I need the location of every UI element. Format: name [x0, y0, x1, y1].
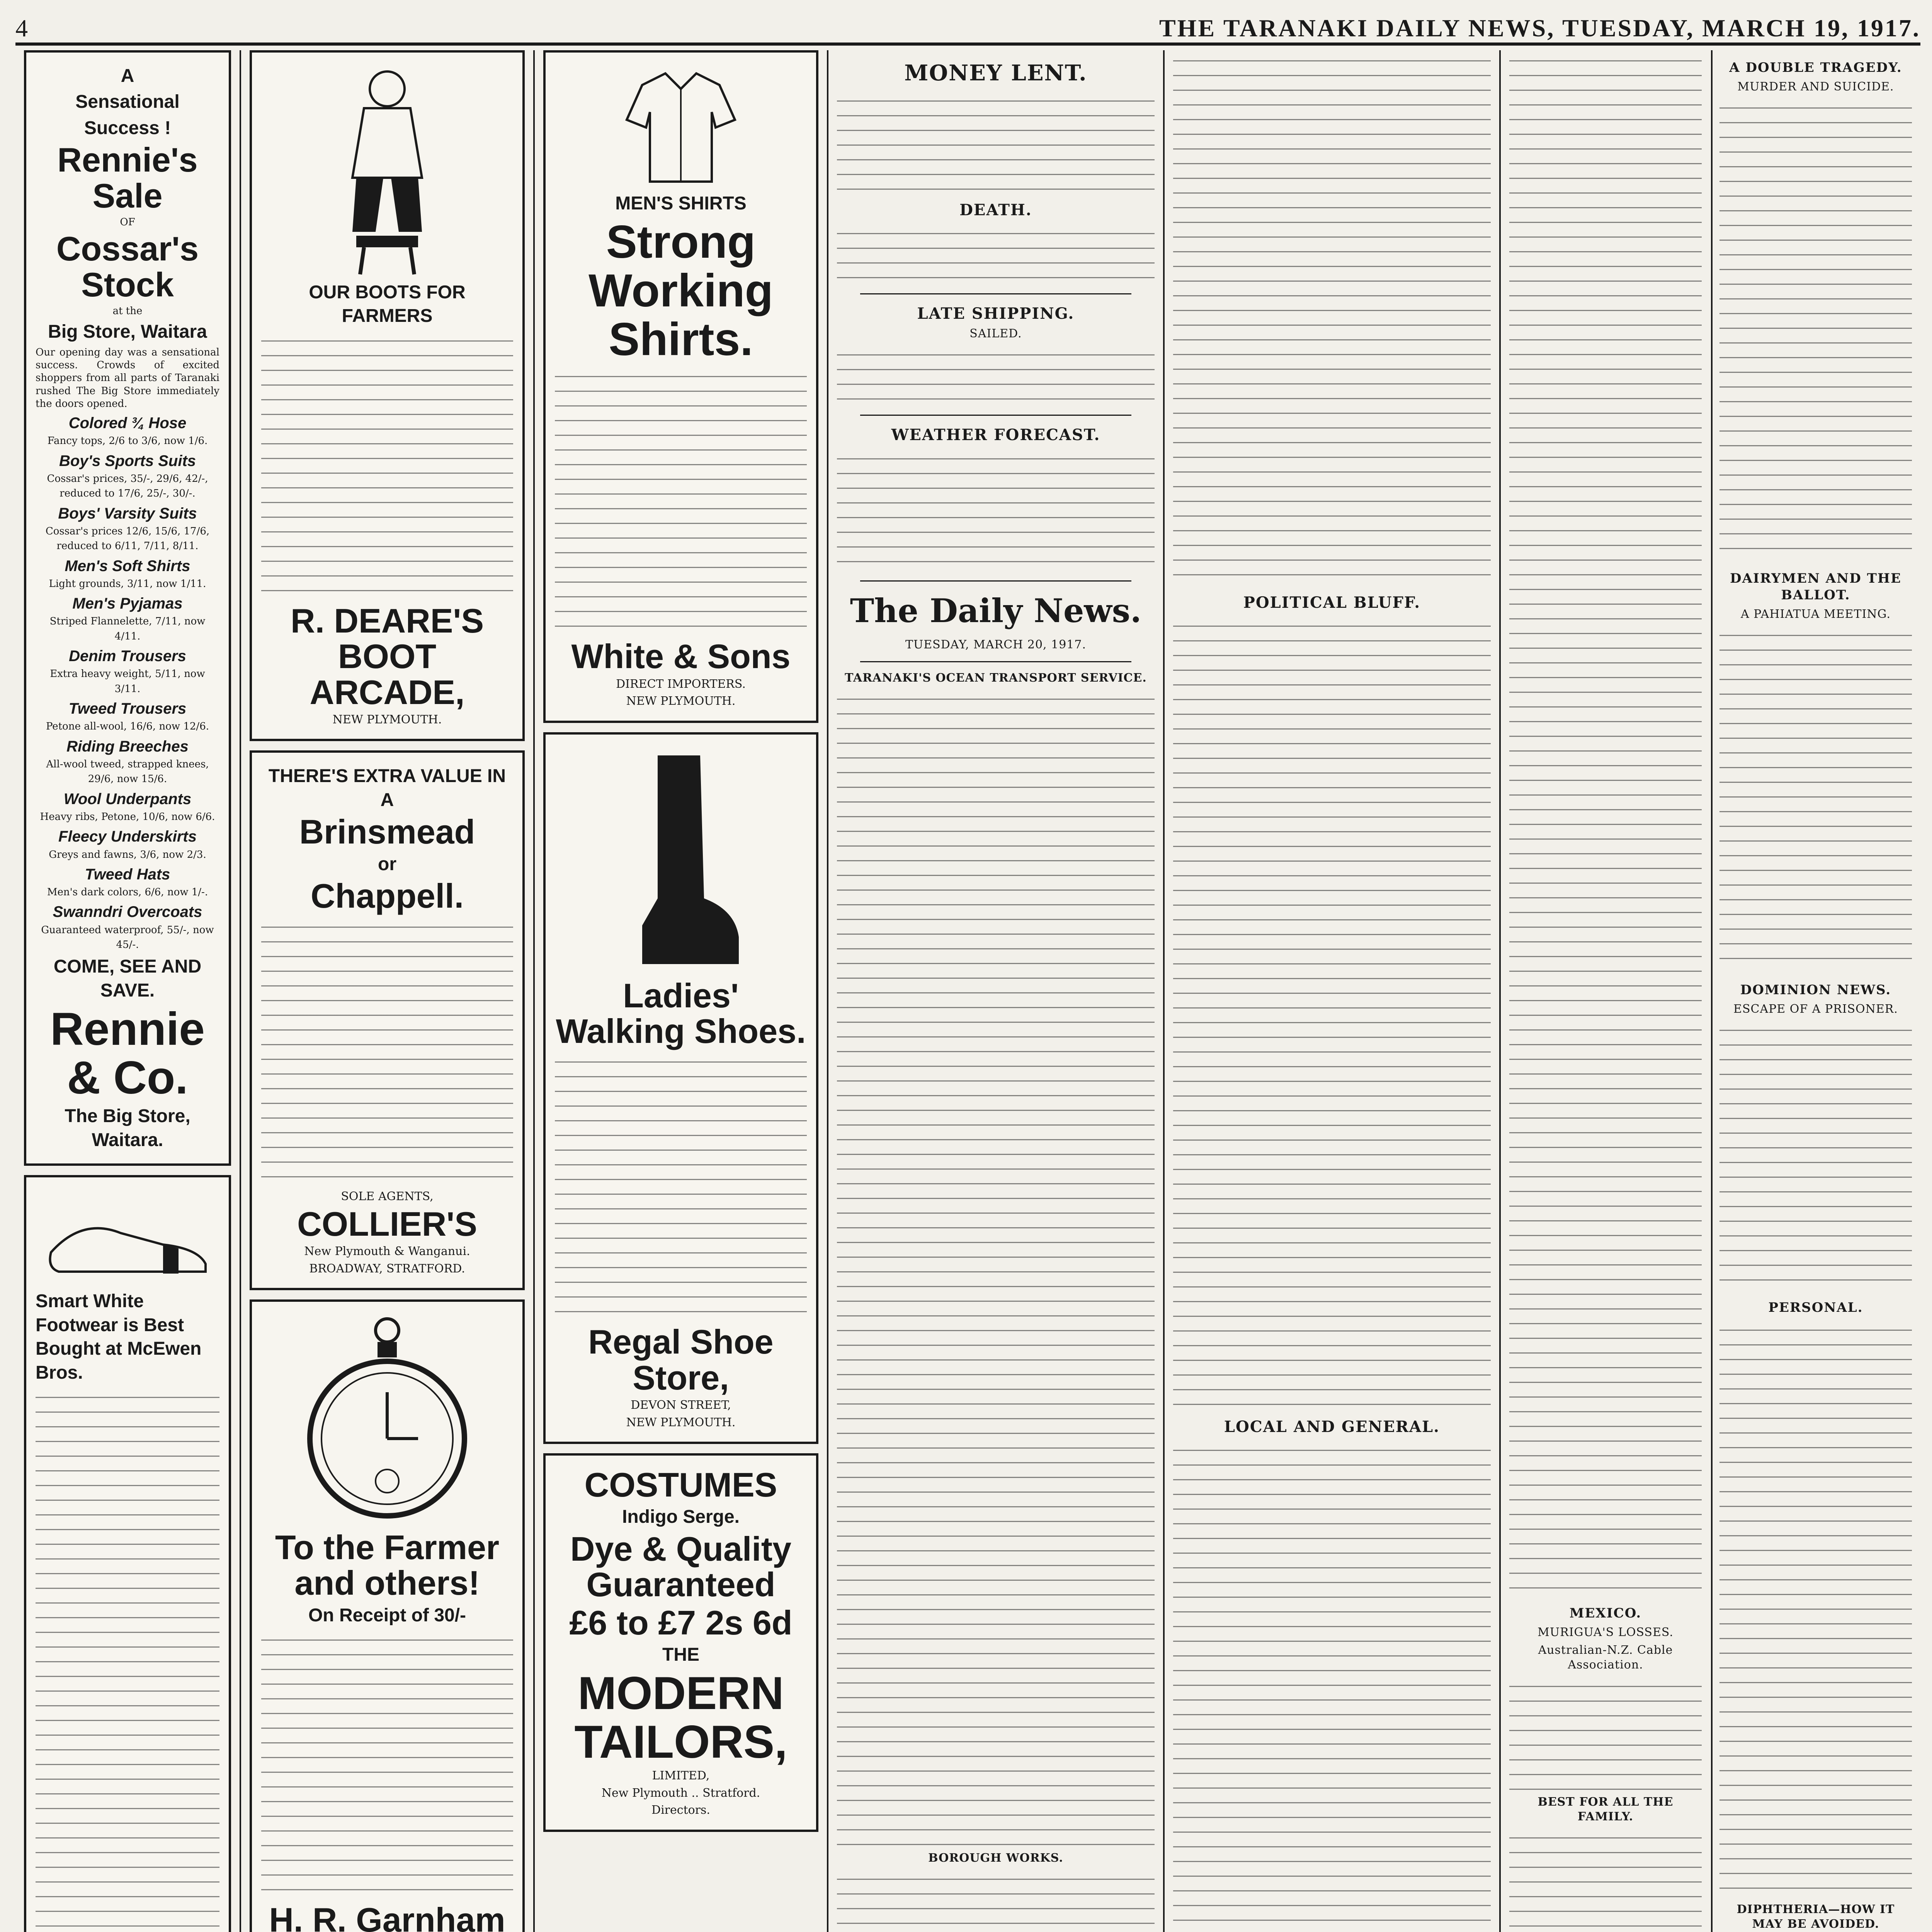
deare-ad: [250, 50, 525, 741]
tailors-heading-2: Indigo Serge.: [622, 1507, 740, 1527]
rennie-item: [36, 413, 219, 448]
best-body: [1509, 1827, 1702, 1932]
regal-brand: Regal Shoe Store,: [588, 1323, 774, 1397]
rennie-item: [36, 699, 219, 734]
borough-body: [837, 1869, 1155, 1932]
muriguas-heading: MURIGUA'S LOSSES.: [1537, 1625, 1673, 1639]
escape-heading: ESCAPE OF A PRISONER.: [1733, 1002, 1898, 1016]
shoe-illustration: [36, 1187, 221, 1287]
diphtheria-heading: DIPHTHERIA—HOW IT MAY BE AVOIDED.: [1736, 1902, 1895, 1931]
column-6-right: [1711, 50, 1912, 1932]
money-lent-body: [837, 90, 1155, 191]
political-body: [1173, 616, 1491, 1408]
rennie-item-desc: Cossar's prices 12/6, 15/6, 17/6, reduced to 6/11, 7/11, 8/11.: [45, 525, 210, 552]
rennie-item-name: Swanndri Overcoats: [53, 903, 202, 921]
rennie-of: OF: [120, 216, 135, 228]
rennie-line-3: Success !: [84, 117, 171, 138]
shirt-illustration: [619, 62, 743, 189]
money-lent-heading: MONEY LENT.: [904, 60, 1087, 86]
column-6-split: [1509, 50, 1912, 1932]
rennie-item: [36, 789, 219, 824]
murder-heading: MURDER AND SUICIDE.: [1737, 80, 1894, 94]
rennie-item: [36, 865, 219, 900]
farmer-illustration: [310, 62, 464, 278]
weather-heading: WEATHER FORECAST.: [891, 426, 1100, 444]
deare-brand: R. DEARE'S BOOT ARCADE,: [290, 601, 484, 711]
political-heading: POLITICAL BLUFF.: [1243, 594, 1421, 612]
rennie-brand: Rennie & Co.: [50, 1003, 205, 1104]
rennie-item: [36, 902, 219, 952]
rennie-item-desc: Striped Flannelette, 7/11, now 4/11.: [49, 616, 206, 642]
mcewen-body-text: [36, 1387, 219, 1932]
boot-illustration: [611, 744, 750, 976]
mexico-body: [1509, 1676, 1702, 1792]
rennie-item-desc: All-wool tweed, strapped knees, 29/6, now 15/6.: [46, 758, 209, 785]
rennie-store: Big Store, Waitara: [48, 321, 207, 342]
deare-heading: OUR BOOTS FOR FARMERS: [309, 282, 466, 327]
rennie-cta: COME, SEE AND SAVE.: [53, 956, 202, 1001]
rennie-stock: Cossar's Stock: [56, 230, 199, 304]
garnham-name: H. R. Garnham: [269, 1901, 505, 1932]
rennie-item-name: Riding Breeches: [66, 738, 189, 755]
garnham-heading: To the Farmer and others!: [275, 1528, 500, 1602]
rennie-item-name: Men's Pyjamas: [72, 595, 183, 612]
collier-agents: SOLE AGENTS,: [341, 1189, 434, 1203]
whitesons-heading: Strong Working Shirts.: [588, 216, 773, 366]
rennie-item-name: Men's Soft Shirts: [65, 557, 190, 575]
deare-place: NEW PLYMOUTH.: [332, 713, 442, 727]
rule: [860, 661, 1131, 662]
rennie-item: [36, 504, 219, 553]
editorial-body: [837, 689, 1155, 1848]
mcewen-headline: Smart White Footwear is Best Bought at McEwen Bros.: [36, 1291, 202, 1383]
paper-title: The Daily News.: [850, 591, 1142, 630]
garnham-ad: [250, 1299, 525, 1932]
double-heading: A DOUBLE TRAGEDY.: [1729, 60, 1902, 75]
collier-body-text: [261, 917, 513, 1187]
rennie-item-name: Wool Underpants: [63, 790, 192, 808]
shipping-body: [837, 344, 1155, 406]
best-heading: BEST FOR ALL THE FAMILY.: [1537, 1795, 1673, 1824]
rennie-item-desc: Extra heavy weight, 5/11, now 3/11.: [50, 668, 205, 695]
column-6-left: [1509, 50, 1702, 1932]
column-6: [1499, 50, 1920, 1932]
column-2: [240, 50, 533, 1932]
tailors-place: New Plymouth .. Stratford.: [601, 1786, 760, 1800]
regal-ad: [543, 732, 818, 1444]
rennie-item-name: Tweed Trousers: [68, 700, 187, 718]
rennie-item-desc: Light grounds, 3/11, now 1/11.: [49, 578, 206, 590]
rennie-item-name: Boys' Varsity Suits: [58, 505, 197, 522]
column-1: [15, 50, 240, 1932]
regal-place: NEW PLYMOUTH.: [626, 1415, 736, 1429]
collier-brand-1: Brinsmead: [299, 813, 475, 851]
regal-body-text: [555, 1051, 807, 1322]
mcewen-ad: [24, 1175, 231, 1932]
rennie-item: [36, 827, 219, 862]
rennie-intro: Our opening day was a sensational success. Crowds of excited shoppers from all parts of Taranaki rushed The Big Store immediately the doors opened.: [36, 346, 219, 410]
death-heading: DEATH.: [959, 201, 1032, 219]
collier-or: or: [378, 854, 396, 874]
collier-intro: THERE'S EXTRA VALUE IN A: [268, 766, 506, 810]
rennie-items: [36, 413, 219, 952]
column-3: [533, 50, 827, 1932]
weather-body: [837, 448, 1155, 572]
rennie-headline: Rennie's Sale: [57, 141, 198, 215]
collier-place: New Plymouth & Wanganui.: [304, 1245, 470, 1259]
tailors-heading-1: COSTUMES: [584, 1465, 777, 1504]
pahiatua-heading: A PAHIATUA MEETING.: [1741, 607, 1891, 621]
death-body: [837, 223, 1155, 285]
rennie-item-desc: Men's dark colors, 6/6, now 1/-.: [47, 886, 208, 898]
garnham-body-text: [261, 1629, 513, 1900]
collier-brand-2: Chappell.: [310, 877, 464, 915]
local-body: [1173, 1440, 1491, 1932]
regal-heading: Ladies' Walking Shoes.: [556, 976, 806, 1050]
rennie-item: [36, 594, 219, 643]
rule: [860, 293, 1131, 294]
dairymen-body: [1719, 625, 1912, 973]
dairymen-heading: DAIRYMEN AND THE BALLOT.: [1730, 570, 1901, 603]
column-4: [827, 50, 1163, 1932]
personal-body: [1719, 1320, 1912, 1899]
whitesons-place: NEW PLYMOUTH.: [626, 694, 736, 708]
whitesons-sub: DIRECT IMPORTERS.: [616, 677, 746, 691]
rennie-item-name: Fleecy Underskirts: [58, 828, 197, 845]
column-6-left-body: [1509, 50, 1702, 1596]
masthead-title: THE TARANAKI DAILY NEWS, TUESDAY, MARCH 19, 1917.: [1159, 14, 1920, 42]
paper-date: TUESDAY, MARCH 20, 1917.: [905, 638, 1086, 652]
rennie-item: [36, 451, 219, 501]
borough-heading: BOROUGH WORKS.: [928, 1851, 1063, 1865]
collier-ad: [250, 750, 525, 1290]
page-number: 4: [15, 14, 29, 42]
rennie-item-name: Denim Trousers: [69, 648, 186, 665]
rennie-brand-sub: The Big Store, Waitara.: [65, 1106, 190, 1150]
rennie-item-name: Boy's Sports Suits: [59, 452, 196, 469]
dominion-heading: DOMINION NEWS.: [1740, 982, 1891, 998]
rennie-item-desc: Cossar's prices, 35/-, 29/6, 42/-, reduced to 17/6, 25/-, 30/-.: [47, 473, 208, 500]
column-5-body-top: [1173, 50, 1491, 583]
rennie-ad: [24, 50, 231, 1166]
rule: [860, 415, 1131, 416]
local-heading: LOCAL AND GENERAL.: [1224, 1418, 1440, 1436]
pocket-watch-illustration: [306, 1311, 468, 1527]
rennie-item: [36, 646, 219, 696]
whitesons-brand-top: MEN'S SHIRTS: [615, 193, 747, 214]
rennie-item-desc: Petone all-wool, 16/6, now 12/6.: [46, 721, 209, 733]
regal-street: DEVON STREET,: [631, 1398, 731, 1412]
whitesons-ad: [543, 50, 818, 723]
rennie-item: [36, 737, 219, 786]
masthead: [15, 8, 1920, 46]
whitesons-body-text: [555, 366, 807, 636]
rennie-item-desc: Greys and fawns, 3/6, now 2/3.: [49, 849, 206, 861]
murder-body: [1719, 97, 1912, 561]
rennie-line-1: A: [121, 66, 134, 86]
cable-heading: Australian-N.Z. Cable Association.: [1538, 1643, 1673, 1672]
rennie-line-2: Sensational: [75, 92, 180, 112]
deare-body-text: [261, 330, 513, 601]
rennie-item-desc: Guaranteed waterproof, 55/-, now 45/-.: [41, 924, 214, 951]
escape-body: [1719, 1020, 1912, 1290]
tailors-heading-3: Dye & Quality Guaranteed: [570, 1529, 792, 1604]
tailors-limited: LIMITED,: [652, 1769, 710, 1783]
tailors-the: THE: [662, 1644, 699, 1665]
collier-name: COLLIER'S: [297, 1204, 477, 1243]
rennie-item-desc: Fancy tops, 2/6 to 3/6, now 1/6.: [47, 435, 208, 447]
rule: [860, 580, 1131, 582]
rennie-item-name: Colored ¾ Hose: [68, 415, 187, 432]
rennie-at-the: at the: [112, 305, 143, 317]
rennie-item-name: Tweed Hats: [85, 866, 170, 883]
tailors-name: MODERN TAILORS,: [574, 1667, 787, 1768]
whitesons-brand: White & Sons: [571, 637, 791, 676]
rennie-item: [36, 556, 219, 591]
editorial-heading: TARANAKI'S OCEAN TRANSPORT SERVICE.: [845, 671, 1147, 685]
garnham-sub: On Receipt of 30/-: [308, 1605, 466, 1626]
rennie-item-desc: Heavy ribs, Petone, 10/6, now 6/6.: [40, 811, 215, 823]
tailors-price: £6 to £7 2s 6d: [569, 1603, 793, 1642]
mexico-heading: MEXICO.: [1569, 1605, 1642, 1621]
tailors-directors: Directors.: [651, 1803, 710, 1817]
shipping-heading: LATE SHIPPING.: [917, 304, 1075, 323]
column-5: [1163, 50, 1499, 1932]
personal-heading: PERSONAL.: [1768, 1300, 1863, 1316]
collier-street: BROADWAY, STRATFORD.: [309, 1262, 465, 1276]
tailors-ad: [543, 1453, 818, 1832]
sailed-heading: SAILED.: [969, 327, 1022, 341]
